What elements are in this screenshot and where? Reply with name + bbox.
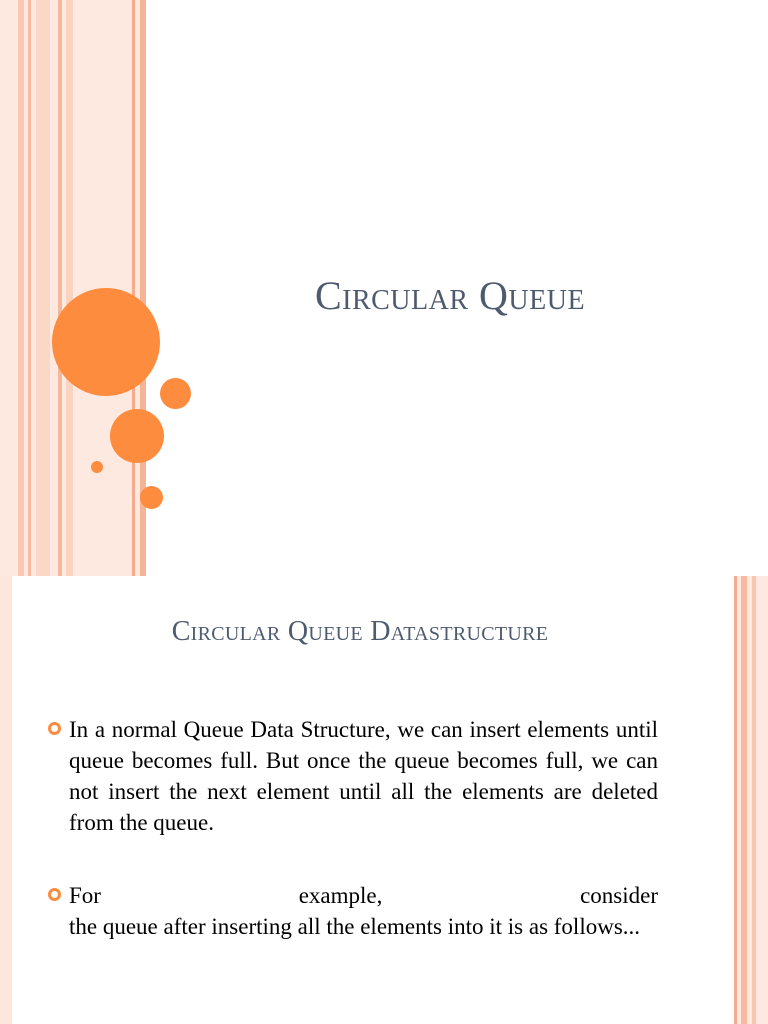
- decorative-circle-large: [52, 288, 160, 396]
- decorative-circle-dot: [91, 461, 103, 473]
- decorative-stripe: [132, 0, 135, 576]
- bullet-word: For: [69, 883, 101, 908]
- decorative-stripe: [66, 0, 73, 576]
- decorative-circle-small: [160, 378, 191, 409]
- bullet-text: the queue after inserting all the elements into it is as follows...: [69, 914, 641, 939]
- decorative-stripe: [58, 0, 62, 576]
- ring-bullet-icon: [48, 722, 61, 735]
- content-slide: [0, 576, 768, 1024]
- ring-bullet-icon: [48, 888, 61, 901]
- decorative-stripe: [752, 576, 756, 1024]
- bullet-item: [46, 714, 658, 838]
- slide-title: Circular Queue: [314, 273, 586, 318]
- decorative-circle-tiny: [140, 486, 163, 509]
- slide-heading: Circular Queue Datastructure: [171, 616, 549, 647]
- bullet-text: In a normal Queue Data Structure, we can insert elements until queue becomes full. But once the queue becomes full, we can not insert the next element until all the elements are deleted from the queue.: [69, 717, 658, 835]
- decorative-stripe: [28, 0, 31, 576]
- decorative-stripe: [18, 0, 24, 576]
- bullet-item: [46, 880, 658, 942]
- bullet-word: example,: [298, 883, 383, 908]
- decorative-band: [734, 576, 768, 1024]
- decorative-stripe: [741, 576, 747, 1024]
- decorative-stripe: [734, 576, 737, 1024]
- decorative-stripe: [0, 576, 12, 1024]
- bullet-first-line: [69, 880, 658, 911]
- bullet-word: consider: [580, 883, 658, 908]
- decorative-circle-medium: [110, 409, 164, 463]
- decorative-stripe: [36, 0, 50, 576]
